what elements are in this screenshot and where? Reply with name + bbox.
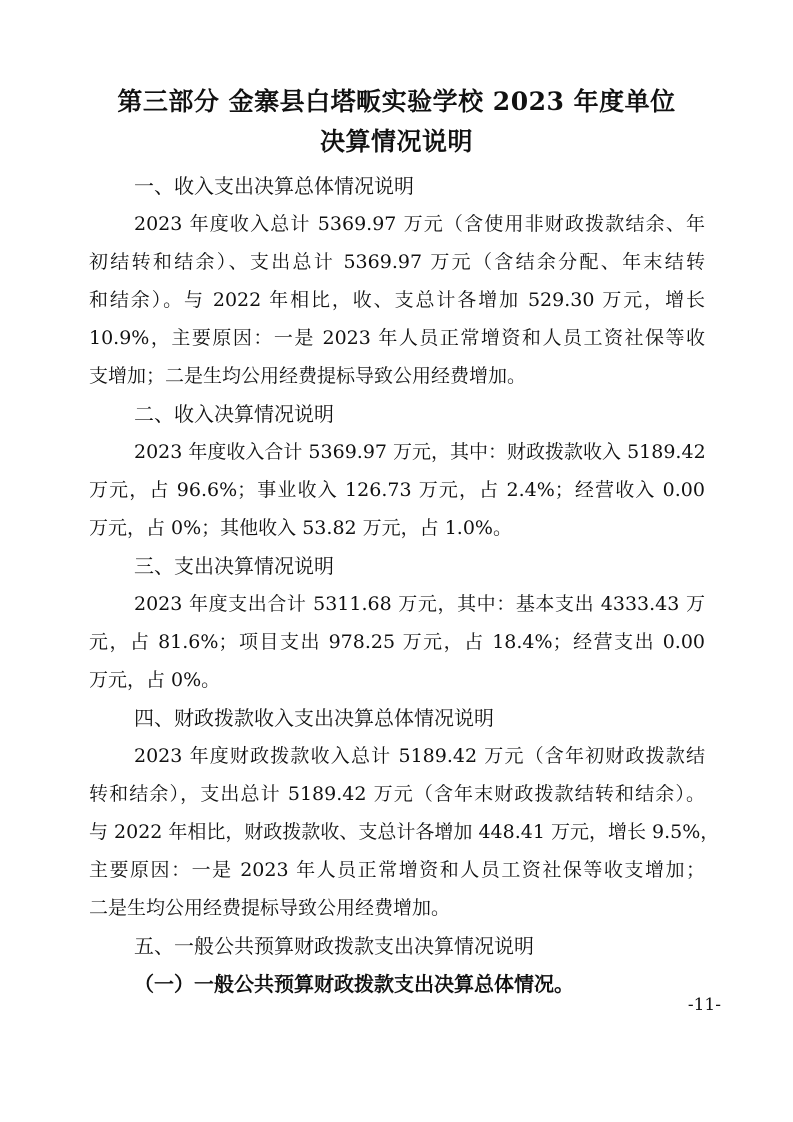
page-title-line-2: 决算情况说明 — [319, 127, 473, 156]
section-4-line-2: 转和结余），支出总计 5189.42 万元（含年末财政拨款结转和结余）。 — [89, 783, 705, 805]
section-1-line-2: 初结转和结余）、支出总计 5369.97 万元（含结余分配、年末结转 — [89, 251, 705, 273]
section-heading-4: 四、财政拨款收入支出决算总体情况说明 — [134, 706, 494, 730]
section-3-line-1: 2023 年度支出合计 5311.68 万元，其中：基本支出 4333.43 万 — [134, 593, 705, 615]
section-3-line-3: 万元，占 0%。 — [89, 669, 221, 691]
section-5-subheading: （一）一般公共预算财政拨款支出决算总体情况。 — [134, 972, 574, 996]
section-1-line-3: 和结余）。与 2022 年相比，收、支总计各增加 529.30 万元，增长 — [89, 289, 705, 311]
section-heading-1: 一、收入支出决算总体情况说明 — [134, 174, 414, 198]
section-3-line-2: 元，占 81.6%；项目支出 978.25 万元，占 18.4%；经营支出 0.00 — [89, 631, 705, 653]
section-1-line-5: 支增加；二是生均公用经费提标导致公用经费增加。 — [89, 365, 527, 387]
page-title-line-1: 第三部分 金寨县白塔畈实验学校 2023 年度单位 — [117, 87, 676, 116]
section-2-line-2: 万元，占 96.6%；事业收入 126.73 万元，占 2.4%；经营收入 0.00 — [89, 479, 705, 501]
section-1-line-1: 2023 年度收入总计 5369.97 万元（含使用非财政拨款结余、年 — [134, 213, 705, 235]
section-1-line-4: 10.9%，主要原因：一是 2023 年人员正常增资和人员工资社保等收 — [89, 327, 705, 349]
section-4-line-5: 二是生均公用经费提标导致公用经费增加。 — [89, 897, 451, 919]
section-2-line-1: 2023 年度收入合计 5369.97 万元，其中：财政拨款收入 5189.42 — [134, 441, 706, 463]
section-2-line-3: 万元，占 0%；其他收入 53.82 万元，占 1.0%。 — [89, 517, 512, 539]
section-heading-5: 五、一般公共预算财政拨款支出决算情况说明 — [134, 934, 534, 958]
page-number: -11- — [687, 995, 721, 1015]
section-4-line-3: 与 2022 年相比，财政拨款收、支总计各增加 448.41 万元，增长 9.5%， — [89, 821, 720, 843]
section-heading-2: 二、收入决算情况说明 — [134, 402, 334, 426]
section-4-line-4: 主要原因：一是 2023 年人员正常增资和人员工资社保等收支增加； — [89, 859, 705, 881]
section-4-line-1: 2023 年度财政拨款收入总计 5189.42 万元（含年初财政拨款结 — [134, 745, 705, 767]
section-heading-3: 三、支出决算情况说明 — [134, 554, 334, 578]
